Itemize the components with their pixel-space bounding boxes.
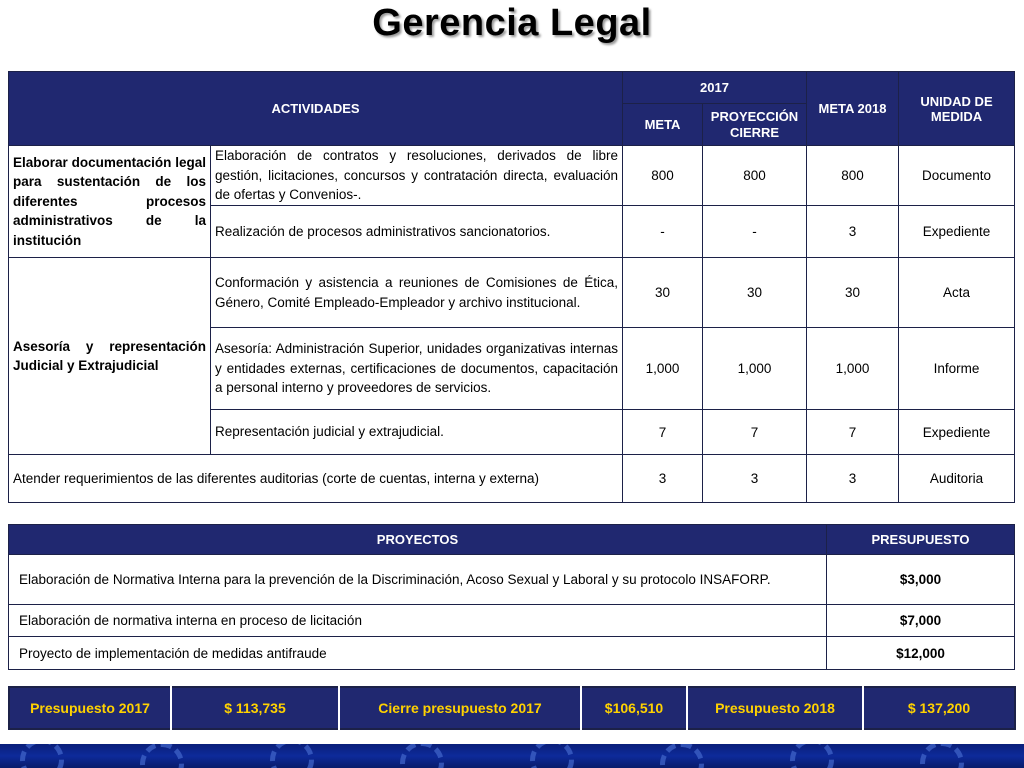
header-year-2017: 2017 [623,72,807,104]
gear-icon [660,744,704,768]
meta-value: 30 [623,258,703,328]
meta2018-value: 1,000 [807,328,899,410]
gear-icon [20,744,64,768]
table-row [9,637,1015,670]
activity-text: Asesoría: Administración Superior, unidades organizativas internas y entidades externas, certificaciones de documentos, capacitación a personal interno y proveedores de servicios. [211,328,623,410]
budget-cierre-value: $106,510 [581,687,687,729]
table-row [9,455,1015,503]
header-unidad-medida: UNIDAD DE MEDIDA [899,72,1015,146]
project-amount: $12,000 [827,637,1015,670]
proyeccion-value: 3 [703,455,807,503]
project-name: Proyecto de implementación de medidas antifraude [9,637,827,670]
group-name: Asesoría y representación Judicial y Extrajudicial [9,258,211,455]
meta2018-value: 30 [807,258,899,328]
meta-value: 800 [623,146,703,206]
project-name: Elaboración de Normativa Interna para la prevención de la Discriminación, Acoso Sexual y Laboral y su protocolo INSAFORP. [9,555,827,605]
unidad-value: Expediente [899,206,1015,258]
activity-text: Elaboración de contratos y resoluciones, derivados de libre gestión, licitaciones, concursos y contratación directa, evaluación de ofertas y Convenios-. [211,146,623,206]
header-proyectos: PROYECTOS [9,525,827,555]
group-name: Elaborar documentación legal para sustentación de los diferentes procesos administrativos de la institución [9,146,211,258]
meta-value: 7 [623,410,703,455]
gear-icon [270,744,314,768]
meta-value: - [623,206,703,258]
gear-icon [140,744,184,768]
table-row [9,605,1015,637]
table-row [9,146,1015,206]
meta2018-value: 3 [807,206,899,258]
gear-icon [790,744,834,768]
proyeccion-value: 30 [703,258,807,328]
project-amount: $3,000 [827,555,1015,605]
page-title: Gerencia Legal [372,2,652,44]
budget-cierre-label: Cierre presupuesto 2017 [339,687,581,729]
gear-icon [400,744,444,768]
budget-summary-bar [8,686,1016,730]
budget-2017-label: Presupuesto 2017 [9,687,171,729]
budget-2018-value: $ 137,200 [863,687,1015,729]
meta2018-value: 800 [807,146,899,206]
meta-value: 3 [623,455,703,503]
unidad-value: Acta [899,258,1015,328]
activity-text: Conformación y asistencia a reuniones de Comisiones de Ética, Género, Comité Empleado-Empleador y archivo institucional. [211,258,623,328]
table-row [9,555,1015,605]
meta2018-value: 7 [807,410,899,455]
meta2018-value: 3 [807,455,899,503]
header-proyeccion-cierre: PROYECCIÓN CIERRE [703,104,807,146]
table-row [9,258,1015,328]
gear-icon [530,744,574,768]
header-actividades: ACTIVIDADES [9,72,623,146]
activity-text: Atender requerimientos de las diferentes auditorias (corte de cuentas, interna y externa) [9,455,623,503]
budget-2017-value: $ 113,735 [171,687,339,729]
proyeccion-value: 800 [703,146,807,206]
header-presupuesto: PRESUPUESTO [827,525,1015,555]
gear-icon [920,744,964,768]
unidad-value: Documento [899,146,1015,206]
activity-text: Representación judicial y extrajudicial. [211,410,623,455]
activity-text: Realización de procesos administrativos sancionatorios. [211,206,623,258]
proyeccion-value: - [703,206,807,258]
activities-table [8,71,1015,503]
unidad-value: Expediente [899,410,1015,455]
budget-2018-label: Presupuesto 2018 [687,687,863,729]
project-amount: $7,000 [827,605,1015,637]
project-name: Elaboración de normativa interna en proceso de licitación [9,605,827,637]
proyeccion-value: 7 [703,410,807,455]
unidad-value: Auditoria [899,455,1015,503]
projects-table [8,524,1015,670]
header-meta: META [623,104,703,146]
header-meta-2018: META 2018 [807,72,899,146]
meta-value: 1,000 [623,328,703,410]
footer-banner [0,744,1024,768]
proyeccion-value: 1,000 [703,328,807,410]
unidad-value: Informe [899,328,1015,410]
